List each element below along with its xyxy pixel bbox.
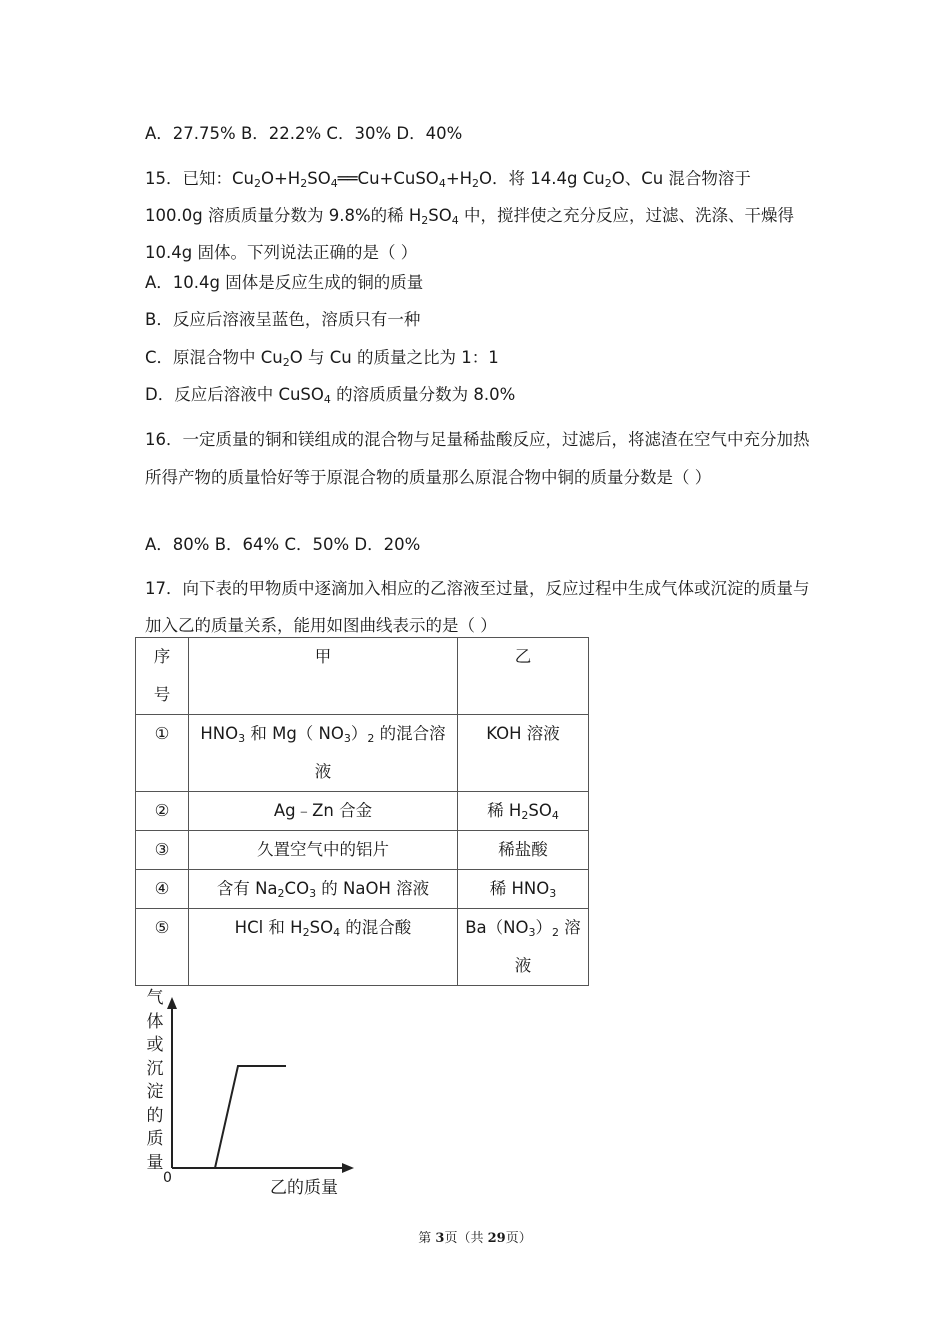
header-a: 甲 <box>189 638 458 715</box>
graph-origin: 0 <box>163 1170 172 1186</box>
row-b: KOH 溶液 <box>458 715 589 792</box>
q17-stem: 17．向下表的甲物质中逐滴加入相应的乙溶液至过量，反应过程中生成气体或沉淀的质量与加入乙的质量关系，能用如图曲线表示的是（ ） <box>145 579 810 635</box>
header-no: 序号 <box>136 638 189 715</box>
table-row <box>136 792 589 831</box>
row-b: 稀 $HNO_3$ <box>458 870 589 909</box>
row-no: ③ <box>136 831 189 870</box>
q14-options: A．27.75% B．22.2% C．30% D．40% <box>145 124 463 143</box>
row-b: 稀 $H_2SO_4$ <box>458 792 589 831</box>
q15-option-c: C．原混合物中 $Cu_2O$ 与 Cu 的质量之比为 1：1 <box>145 348 499 369</box>
q16-options: A．80% B．64% C．50% D．20% <box>145 535 421 554</box>
row-b: $Ba(NO_3)_2$ 溶液 <box>458 909 589 986</box>
table-row <box>136 909 589 986</box>
q15-option-b: B．反应后溶液呈蓝色，溶质只有一种 <box>145 310 421 329</box>
graph-xlabel: 乙的质量 <box>270 1178 338 1198</box>
table-header-row <box>136 638 589 715</box>
row-no: ⑤ <box>136 909 189 986</box>
curve-line <box>215 1066 286 1168</box>
row-a: 久置空气中的铝片 <box>189 831 458 870</box>
row-a: 含有 $Na_2CO_3$ 的 NaOH 溶液 <box>189 870 458 909</box>
table-row <box>136 870 589 909</box>
row-b: 稀盐酸 <box>458 831 589 870</box>
q15-option-d: D．反应后溶液中 CuSO$_4$ 的溶质质量分数为 8.0% <box>145 385 516 406</box>
header-b: 乙 <box>458 638 589 715</box>
table-row <box>136 715 589 792</box>
q16-stem: 16．一定质量的铜和镁组成的混合物与足量稀盐酸反应，过滤后，将滤渣在空气中充分加热所得产物的质量恰好等于原混合物的质量那么原混合物中铜的质量分数是（ ） <box>145 430 810 487</box>
row-no: ② <box>136 792 189 831</box>
q17-table <box>135 637 589 986</box>
row-a: $HNO_3$ 和 Mg（ $NO_3)_2$ 的混合溶液 <box>189 715 458 792</box>
q17-graph <box>140 985 360 1175</box>
table-row <box>136 831 589 870</box>
x-axis-arrow-icon <box>342 1163 354 1173</box>
q15-option-a: A．10.4g 固体是反应生成的铜的质量 <box>145 273 424 292</box>
row-no: ④ <box>136 870 189 909</box>
row-a: Ag﹣Zn 合金 <box>189 792 458 831</box>
q15-stem: 15．已知：$Cu_2O+H_2SO_4══Cu+CuSO_4+H_2O$．将 14.4g $Cu_2O$、Cu 混合物溶于 100.0g 溶质质量分数为 9.8%的稀 $H_2SO_4$ 中，搅拌使之充分反应，过滤、洗涤、干燥得 10.4g 固体。下列说法正确的是（ ） <box>145 169 794 262</box>
row-no: ① <box>136 715 189 792</box>
row-a: HCl 和 $H_2SO_4$ 的混合酸 <box>189 909 458 986</box>
page-footer: 第 3页（共 29页） <box>418 1231 532 1246</box>
y-axis-arrow-icon <box>167 997 177 1009</box>
graph-ylabel: 气体或沉淀的质量 <box>146 988 164 1173</box>
